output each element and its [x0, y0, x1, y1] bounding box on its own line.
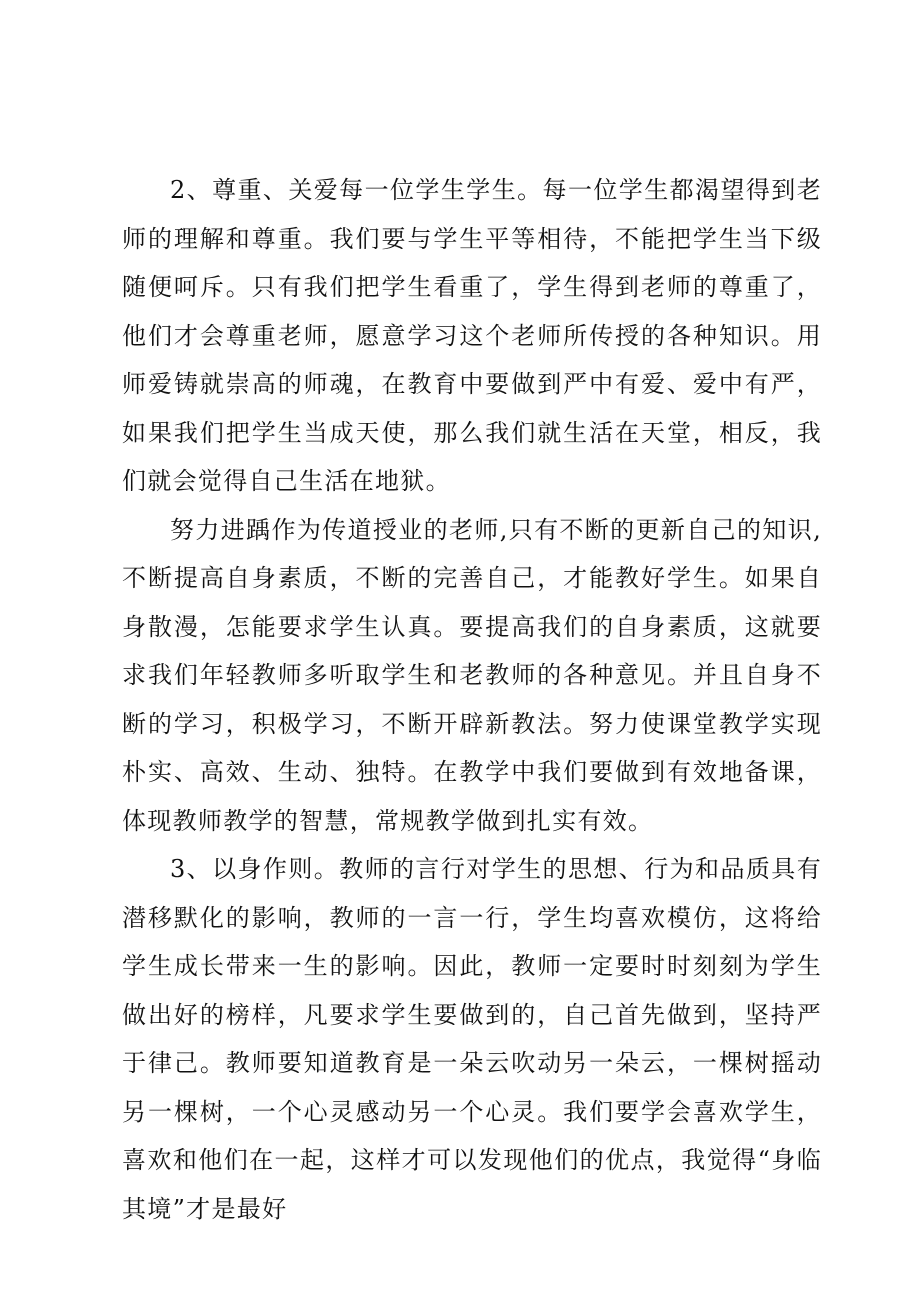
paragraph-respect-students: 2、尊重、关爱每一位学生学生。每一位学生都渴望得到老师的理解和尊重。我们要与学生平等相待，不能把学生当下级随便呵斥。只有我们把学生看重了，学生得到老师的尊重了，他们才会尊重老师，愿意学习这个老师所传授的各种知识。用师爱铸就崇高的师魂，在教育中要做到严中有爱、爱中有严，如果我们把学生当成天使，那么我们就生活在天堂，相反，我们就会觉得自己生活在地狱。 — [122, 176, 822, 495]
paragraph-strive-progress: 努力进踽作为传道授业的老师,只有不断的更新自己的知识,不断提高自身素质，不断的完善自己，才能教好学生。如果自身散漫，怎能要求学生认真。要提高我们的自身素质，这就要求我们年轻教师多听取学生和老教师的各种意见。并且自身不断的学习，积极学习，不断开辟新教法。努力使课堂教学实现朴实、高效、生动、独特。在教学中我们要做到有效地备课，体现教师教学的智慧，常规教学做到扎实有效。 — [122, 515, 822, 835]
document-body — [122, 166, 822, 1233]
paragraph-lead-by-example: 3、以身作则。教师的言行对学生的思想、行为和品质具有潜移默化的影响，教师的一言一行，学生均喜欢模仿，这将给学生成长带来一生的影响。因此，教师一定要时时刻刻为学生做出好的榜样，凡要求学生要做到的，自己首先做到，坚持严于律己。教师要知道教育是一朵云吹动另一朵云，一棵树摇动另一棵树，一个心灵感动另一个心灵。我们要学会喜欢学生，喜欢和他们在一起，这样才可以发现他们的优点，我觉得“身临其境”才是最好 — [122, 855, 822, 1223]
